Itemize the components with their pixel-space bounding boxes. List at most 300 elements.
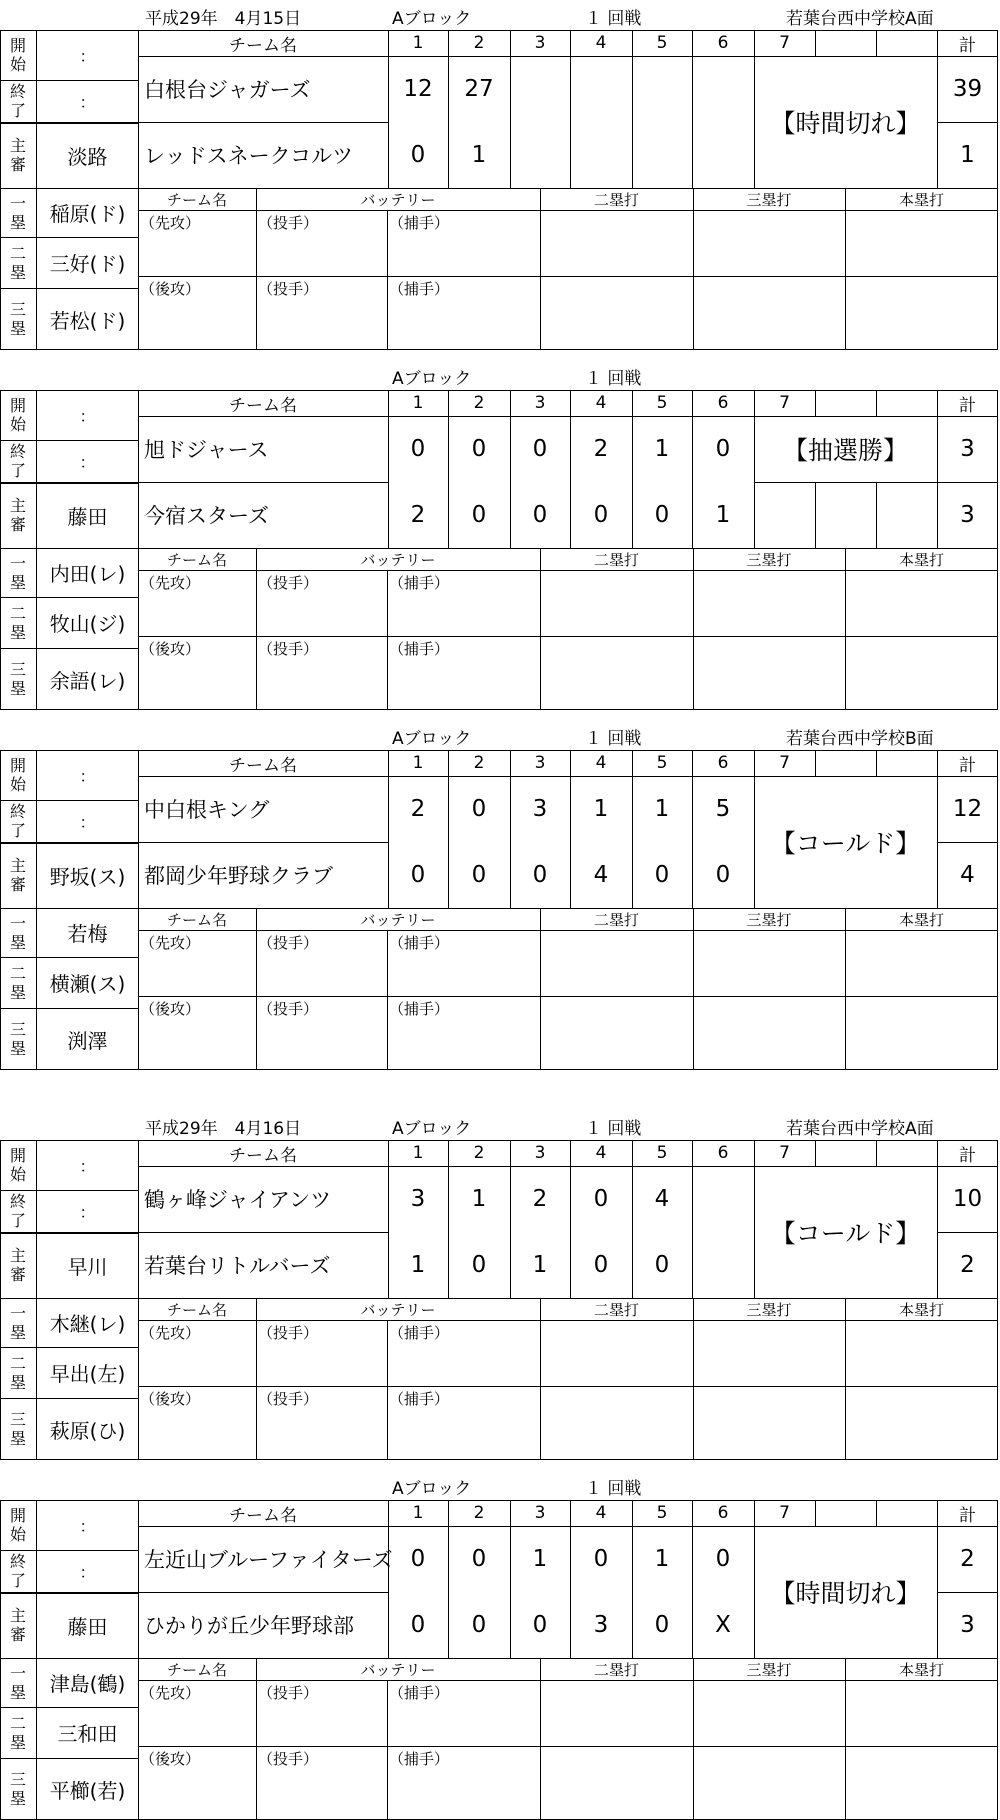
end-time-field[interactable]: ：: [79, 1202, 96, 1222]
catcher-label: （捕手）: [389, 640, 450, 658]
first-base-umpire: 若梅: [67, 922, 108, 946]
team-name: 今宿スターズ: [144, 504, 269, 528]
game-block: [0, 368, 1000, 710]
inning-score: 0: [471, 1612, 487, 1638]
inning-header: 1: [412, 393, 424, 413]
label-char: 了: [9, 1571, 26, 1590]
inning-score: 0: [715, 436, 731, 462]
inning-header: 3: [534, 393, 546, 413]
inning-header: 3: [534, 753, 546, 773]
homerun-header: 本塁打: [898, 550, 944, 569]
first-base-umpire: 木継(レ): [49, 1312, 126, 1336]
grid-hline: [0, 1459, 998, 1460]
catcher-label: （捕手）: [389, 280, 450, 298]
grid-vline: [256, 908, 257, 1070]
battery-header: バッテリー: [360, 190, 436, 209]
label-char: 審: [9, 155, 26, 174]
total-score: 10: [952, 1186, 983, 1212]
double-header: 二塁打: [593, 550, 639, 569]
label-char: 塁: [9, 1039, 26, 1058]
inning-score: 3: [593, 1612, 609, 1638]
team-name: 白根台ジャガーズ: [144, 78, 311, 102]
inning-header: 4: [595, 1503, 607, 1523]
label-sanrui: [0, 648, 36, 710]
label-char: 開: [9, 756, 26, 775]
label-char: 塁: [9, 622, 26, 642]
label-char: 一: [9, 1303, 26, 1323]
label-char: 塁: [9, 1732, 26, 1752]
label-nirui: [0, 1707, 36, 1758]
grid-hline: [754, 482, 937, 483]
pitcher-label: （投手）: [258, 574, 319, 592]
label-char: 終: [9, 442, 26, 461]
team-header: チーム名: [229, 35, 297, 56]
koko-label: （後攻）: [140, 1750, 201, 1768]
game-table: [0, 1500, 1000, 1820]
inning-header: 7: [779, 33, 790, 53]
label-shuryo: [0, 80, 36, 122]
team-header: チーム名: [229, 1505, 297, 1526]
inning-header: 1: [412, 753, 424, 773]
second-base-umpire: 横瀬(ス): [49, 972, 126, 996]
start-time-field[interactable]: ：: [79, 1516, 96, 1536]
umpire-name: 野坂(ス): [49, 864, 126, 889]
catcher-label: （捕手）: [389, 1324, 450, 1342]
inning-header: 5: [656, 753, 668, 773]
label-char: 塁: [9, 679, 26, 698]
third-base-umpire: 萩原(ひ): [49, 1418, 126, 1443]
grid-vline: [845, 188, 846, 350]
pitcher-label: （投手）: [258, 1324, 319, 1342]
total-score: 3: [960, 502, 975, 528]
game-round: １ 回戦: [585, 369, 642, 389]
inning-score: 1: [410, 1252, 426, 1278]
inning-score: 1: [593, 796, 609, 822]
inning-score: 0: [532, 862, 548, 888]
inning-score: 0: [471, 796, 487, 822]
grid-vline: [815, 30, 816, 56]
grid-vline: [540, 548, 541, 710]
senko-label: （先攻）: [140, 934, 201, 952]
inning-score: 0: [471, 502, 487, 528]
inning-header: 6: [717, 393, 729, 413]
grid-vline: [845, 1298, 846, 1460]
label-char: 始: [9, 55, 26, 74]
end-time-field[interactable]: ：: [79, 92, 96, 112]
label-char: 一: [9, 553, 26, 573]
label-char: 終: [9, 1552, 26, 1571]
total-score: 3: [960, 1612, 975, 1638]
game-block-name: Aブロック: [392, 1479, 472, 1499]
detail-team-header: チーム名: [166, 1300, 227, 1319]
inning-header: 3: [534, 33, 546, 53]
grid-vline: [256, 1298, 257, 1460]
inning-score: 1: [654, 1546, 670, 1572]
label-char: 了: [9, 821, 26, 840]
inning-score: [570, 56, 632, 122]
detail-team-header: チーム名: [166, 550, 227, 569]
game-venue: 若葉台西中学校B面: [786, 729, 934, 749]
grid-vline: [387, 570, 388, 710]
umpire-name: 淡路: [67, 144, 108, 169]
label-char: 主: [9, 1606, 26, 1625]
label-char: 了: [9, 1211, 26, 1230]
result-note: 【コールド】: [770, 829, 921, 858]
start-time-field[interactable]: ：: [79, 766, 96, 786]
grid-vline: [815, 1500, 816, 1526]
label-char: 三: [9, 300, 26, 319]
homerun-header: 本塁打: [898, 1300, 944, 1319]
inning-score: [570, 122, 632, 188]
label-kaishi: [0, 390, 36, 440]
label-char: 始: [9, 775, 26, 794]
label-char: 塁: [9, 212, 26, 232]
inning-score: 0: [471, 436, 487, 462]
koko-label: （後攻）: [140, 640, 201, 658]
label-char: 了: [9, 461, 26, 480]
label-char: 終: [9, 82, 26, 101]
team-header: チーム名: [229, 1145, 297, 1166]
catcher-label: （捕手）: [389, 934, 450, 952]
grid-vline: [815, 1140, 816, 1166]
label-nirui: [0, 237, 36, 288]
label-kaishi: [0, 1140, 36, 1190]
game-header: [0, 1118, 1000, 1140]
inning-header: 2: [473, 393, 485, 413]
inning-header: 5: [656, 393, 668, 413]
double-header: 二塁打: [593, 1300, 639, 1319]
label-char: 主: [9, 496, 26, 515]
grid-hline: [0, 349, 998, 350]
koko-label: （後攻）: [140, 1000, 201, 1018]
inning-score: 1: [654, 436, 670, 462]
inning-score: 0: [410, 436, 426, 462]
game-header: [0, 368, 1000, 390]
label-char: 二: [9, 1713, 26, 1733]
inning-score: 1: [654, 796, 670, 822]
grid-vline: [693, 908, 694, 1070]
inning-score: 4: [654, 1186, 670, 1212]
label-char: 始: [9, 415, 26, 434]
game-block-name: Aブロック: [392, 369, 472, 389]
senko-label: （先攻）: [140, 1324, 201, 1342]
grid-vline: [387, 210, 388, 350]
inning-header: 6: [717, 1503, 729, 1523]
grid-vline: [540, 1658, 541, 1820]
grid-hline: [138, 570, 998, 571]
inning-header: 5: [656, 1503, 668, 1523]
inning-header: 4: [595, 33, 607, 53]
game-header: [0, 1478, 1000, 1500]
pitcher-label: （投手）: [258, 1750, 319, 1768]
detail-team-header: チーム名: [166, 910, 227, 929]
total-header: 計: [959, 395, 976, 416]
grid-vline: [876, 1500, 877, 1526]
third-base-umpire: 平櫛(若): [49, 1778, 126, 1803]
inning-score: 0: [654, 1612, 670, 1638]
homerun-header: 本塁打: [898, 190, 944, 209]
koko-label: （後攻）: [140, 1390, 201, 1408]
grid-vline: [256, 188, 257, 350]
label-shuryo: [0, 440, 36, 482]
grid-vline: [693, 188, 694, 350]
game-block: [0, 8, 1000, 350]
inning-score: X: [715, 1612, 731, 1638]
grid-vline: [693, 1298, 694, 1460]
inning-score: 0: [532, 1612, 548, 1638]
grid-vline: [387, 930, 388, 1070]
inning-score: 3: [410, 1186, 426, 1212]
team-name: 若葉台リトルバーズ: [144, 1254, 331, 1278]
inning-score: 0: [471, 1546, 487, 1572]
label-char: 審: [9, 875, 26, 894]
inning-score: 1: [471, 142, 487, 168]
inning-score: 12: [403, 76, 433, 102]
inning-score: 0: [593, 502, 609, 528]
label-char: 開: [9, 1506, 26, 1525]
senko-label: （先攻）: [140, 214, 201, 232]
label-char: 一: [9, 1663, 26, 1683]
label-char: 塁: [9, 1789, 26, 1808]
label-char: 二: [9, 963, 26, 983]
game-table: [0, 30, 1000, 350]
game-block-name: Aブロック: [392, 1119, 472, 1139]
first-base-umpire: 津島(鶴): [49, 1672, 126, 1696]
grid-vline: [256, 1658, 257, 1820]
label-nirui: [0, 1347, 36, 1398]
inning-header: 2: [473, 1143, 485, 1163]
inning-score: [632, 122, 692, 188]
catcher-label: （捕手）: [389, 214, 450, 232]
result-note: 【抽選勝】: [782, 436, 908, 465]
label-char: 審: [9, 515, 26, 534]
inning-score: 27: [464, 76, 494, 102]
grid-vline: [815, 390, 816, 416]
third-base-umpire: 余語(レ): [49, 668, 126, 693]
label-char: 開: [9, 396, 26, 415]
grid-hline: [138, 996, 998, 997]
label-nirui: [0, 597, 36, 648]
pitcher-label: （投手）: [258, 214, 319, 232]
pitcher-label: （投手）: [258, 280, 319, 298]
end-time-field[interactable]: ：: [79, 812, 96, 832]
inning-header: 7: [779, 1143, 790, 1163]
label-nirui: [0, 957, 36, 1008]
inning-header: 4: [595, 393, 607, 413]
grid-vline: [540, 908, 541, 1070]
label-char: 主: [9, 136, 26, 155]
game-round: １ 回戦: [585, 1119, 642, 1139]
team-name: レッドスネークコルツ: [144, 144, 354, 168]
grid-vline: [876, 30, 877, 56]
pitcher-label: （投手）: [258, 934, 319, 952]
label-shuryo: [0, 800, 36, 842]
inning-header: 7: [779, 1503, 790, 1523]
inning-score: 0: [715, 1546, 731, 1572]
team-header: チーム名: [229, 395, 297, 416]
grid-hline: [138, 1680, 998, 1681]
inning-score: 5: [715, 796, 731, 822]
inning-score: [510, 56, 570, 122]
battery-header: バッテリー: [360, 1660, 436, 1679]
inning-score: 0: [410, 862, 426, 888]
total-header: 計: [959, 755, 976, 776]
total-score: 3: [960, 436, 975, 462]
game-header: [0, 8, 1000, 30]
total-score: 2: [960, 1546, 975, 1572]
label-char: 塁: [9, 1429, 26, 1448]
second-base-umpire: 三和田: [57, 1722, 118, 1746]
inning-score: 1: [532, 1252, 548, 1278]
label-shuryo: [0, 1190, 36, 1232]
inning-score: 0: [532, 436, 548, 462]
game-block-name: Aブロック: [392, 729, 472, 749]
result-note: 【時間切れ】: [770, 109, 921, 138]
game-round: １ 回戦: [585, 729, 642, 749]
team-name: 鶴ヶ峰ジャイアンツ: [144, 1188, 332, 1212]
label-char: 三: [9, 660, 26, 679]
inning-score: [510, 122, 570, 188]
label-char: 塁: [9, 1682, 26, 1702]
label-char: 三: [9, 1020, 26, 1039]
inning-score: [692, 122, 754, 188]
grid-vline: [845, 548, 846, 710]
inning-header: 7: [779, 753, 790, 773]
label-char: 二: [9, 243, 26, 263]
end-time-field[interactable]: ：: [79, 452, 96, 472]
third-base-umpire: 若松(ド): [49, 308, 126, 333]
team-name: 中白根キング: [144, 798, 270, 822]
label-char: 塁: [9, 319, 26, 338]
label-shuryo: [0, 1550, 36, 1592]
label-char: 主: [9, 856, 26, 875]
umpire-name: 藤田: [67, 1614, 108, 1639]
inning-score: [632, 56, 692, 122]
inning-score: 0: [410, 1612, 426, 1638]
label-char: 三: [9, 1410, 26, 1429]
grid-vline: [256, 548, 257, 710]
senko-label: （先攻）: [140, 1684, 201, 1702]
inning-score: 0: [471, 1252, 487, 1278]
inning-header: 2: [473, 753, 485, 773]
total-header: 計: [959, 1145, 976, 1166]
total-score: 12: [952, 796, 983, 822]
start-time-field[interactable]: ：: [79, 1156, 96, 1176]
grid-hline: [0, 1069, 998, 1070]
pitcher-label: （投手）: [258, 1000, 319, 1018]
inning-score: 0: [593, 1546, 609, 1572]
label-char: 始: [9, 1165, 26, 1184]
homerun-header: 本塁打: [898, 1660, 944, 1679]
label-char: 審: [9, 1625, 26, 1644]
start-time-field[interactable]: ：: [79, 46, 96, 66]
inning-score: 0: [410, 142, 426, 168]
senko-label: （先攻）: [140, 574, 201, 592]
inning-header: 6: [717, 1143, 729, 1163]
inning-score: 2: [410, 796, 426, 822]
label-char: 開: [9, 1146, 26, 1165]
game-venue: 若葉台西中学校A面: [786, 9, 934, 29]
inning-score: [692, 1166, 754, 1232]
team-name: ひかりが丘少年野球部: [144, 1614, 354, 1638]
grid-vline: [845, 1658, 846, 1820]
grid-hline: [138, 276, 998, 277]
catcher-label: （捕手）: [389, 1750, 450, 1768]
inning-score: 1: [471, 1186, 487, 1212]
inning-header: 4: [595, 1143, 607, 1163]
game-venue: 若葉台西中学校A面: [786, 1119, 934, 1139]
catcher-label: （捕手）: [389, 1684, 450, 1702]
battery-header: バッテリー: [360, 550, 436, 569]
inning-score: 0: [593, 1186, 609, 1212]
team-name: 左近山ブルーファイターズ: [144, 1548, 393, 1572]
total-header: 計: [959, 35, 976, 56]
grid-vline: [876, 482, 877, 548]
label-char: 二: [9, 603, 26, 623]
inning-score: [692, 56, 754, 122]
second-base-umpire: 早出(左): [49, 1362, 126, 1386]
catcher-label: （捕手）: [389, 574, 450, 592]
pitcher-label: （投手）: [258, 640, 319, 658]
battery-header: バッテリー: [360, 910, 436, 929]
inning-score: 0: [654, 862, 670, 888]
inning-score: 4: [593, 862, 609, 888]
grid-vline: [693, 1658, 694, 1820]
inning-score: 0: [532, 502, 548, 528]
start-time-field[interactable]: ：: [79, 406, 96, 426]
koko-label: （後攻）: [140, 280, 201, 298]
inning-header: 1: [412, 1143, 424, 1163]
umpire-name: 藤田: [67, 504, 108, 529]
inning-header: 3: [534, 1503, 546, 1523]
game-block: [0, 1478, 1000, 1820]
inning-score: 3: [532, 796, 548, 822]
label-ichirui: [0, 908, 36, 957]
grid-vline: [876, 750, 877, 776]
grid-vline: [845, 908, 846, 1070]
result-note: 【時間切れ】: [770, 1579, 921, 1608]
total-score: 2: [960, 1252, 975, 1278]
grid-hline: [138, 1746, 998, 1747]
label-ichirui: [0, 1658, 36, 1707]
inning-score: 0: [410, 1546, 426, 1572]
grid-vline: [815, 750, 816, 776]
grid-vline: [387, 1320, 388, 1460]
label-char: 主: [9, 1246, 26, 1265]
detail-team-header: チーム名: [166, 190, 227, 209]
inning-header: 7: [779, 393, 790, 413]
label-shushin: [0, 1232, 36, 1298]
game-table: [0, 1140, 1000, 1460]
game-date: 平成29年 4月16日: [145, 1119, 302, 1139]
first-base-umpire: 稲原(ド): [49, 202, 126, 226]
label-shushin: [0, 1592, 36, 1658]
total-header: 計: [959, 1505, 976, 1526]
inning-score: 2: [532, 1186, 548, 1212]
end-time-field[interactable]: ：: [79, 1562, 96, 1582]
inning-score: [692, 1232, 754, 1298]
inning-header: 5: [656, 33, 668, 53]
game-round: １ 回戦: [585, 1479, 642, 1499]
label-char: 終: [9, 802, 26, 821]
inning-header: 6: [717, 753, 729, 773]
label-shushin: [0, 482, 36, 548]
grid-vline: [876, 390, 877, 416]
triple-header: 三塁打: [746, 550, 792, 569]
game-table: [0, 390, 1000, 710]
catcher-label: （捕手）: [389, 1000, 450, 1018]
pitcher-label: （投手）: [258, 1390, 319, 1408]
